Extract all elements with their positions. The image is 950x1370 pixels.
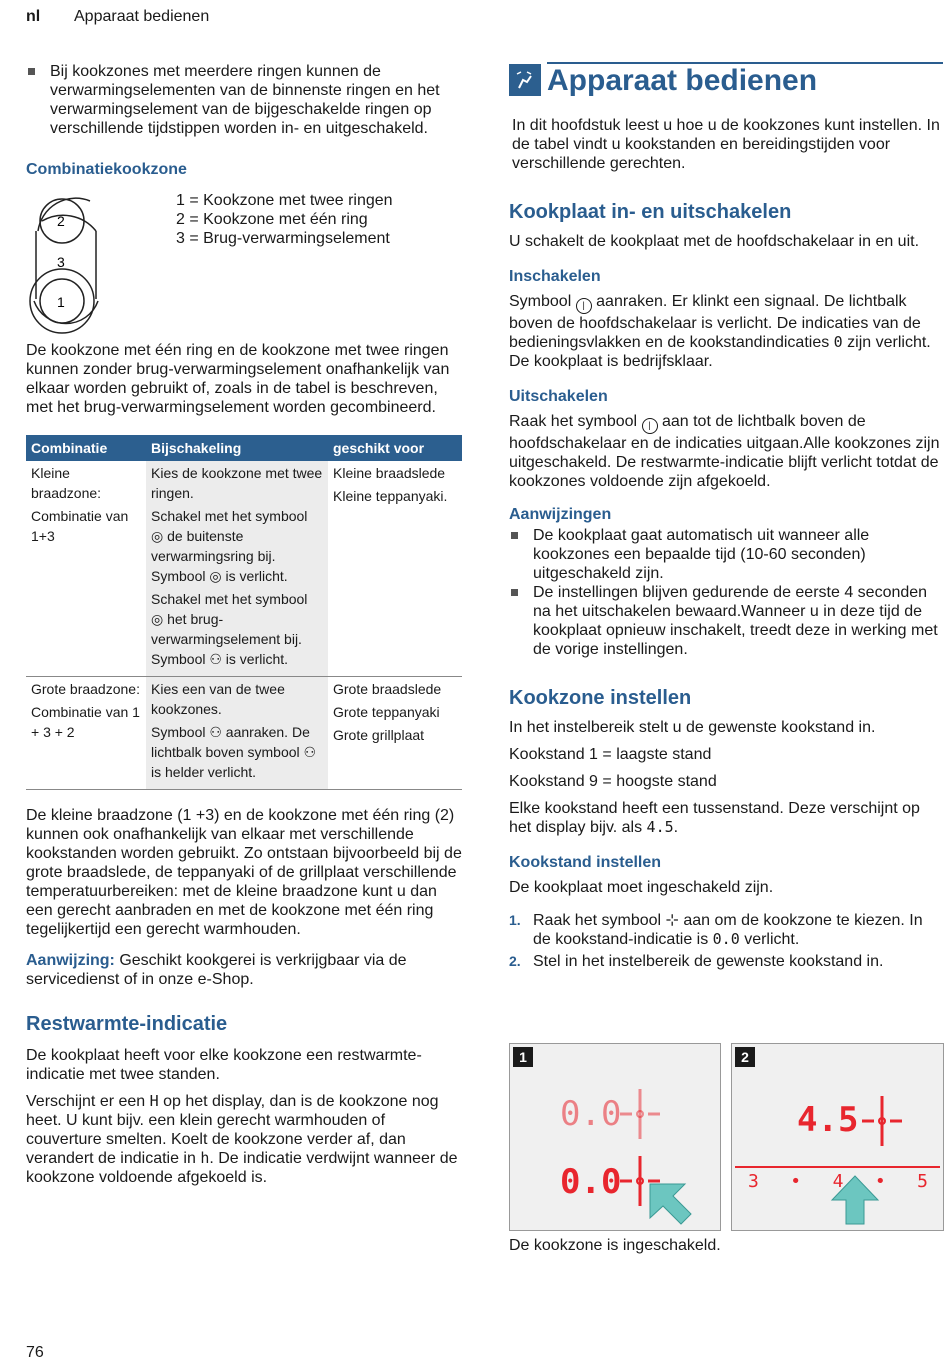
- table-cell: [26, 677, 146, 790]
- legend-item: 2 = Kookzone met één ring: [176, 211, 368, 228]
- onoff-text: U schakelt de kookplaat met de hoofdschakelaar in en uit.: [509, 233, 920, 250]
- power-icon: |: [576, 298, 592, 314]
- zone-select-icon: [862, 1096, 902, 1146]
- zone-p2: Kookstand 1 = laagste stand: [509, 746, 712, 763]
- display-readout: 4.5: [797, 1100, 859, 1140]
- text-run: Symbool: [509, 293, 576, 310]
- cell-text: Combinatie van 1 + 3 + 2: [31, 704, 140, 740]
- zone-p3: Kookstand 9 = hoogste stand: [509, 773, 717, 790]
- cell-text: Grote grillplaat: [333, 727, 425, 743]
- legend-item: 1 = Kookzone met twee ringen: [176, 192, 393, 209]
- switch-off-text: [509, 412, 943, 491]
- text-run: aanraken. Er klinkt een signaal. De lichtbalk boven de hoofdschakelaar is verlicht. De indicaties van de bedieningsvlakken en de kookstandindicaties: [509, 293, 921, 351]
- hand-touch-icon: [509, 64, 541, 96]
- figure-caption: De kookzone is ingeschakeld.: [509, 1237, 721, 1254]
- cell-text: Grote braadzone:: [31, 681, 140, 697]
- figure-panel-2: [731, 1043, 944, 1231]
- text-run: zijn verlicht. De kookplaat is bedrijfsklaar.: [509, 334, 931, 370]
- zone-p1: In het instelbereik stelt u de gewenste kookstand in.: [509, 719, 876, 736]
- text-run: op het display, dan is de kookzone nog heet. U kunt bijv. een klein gerecht warmhouden of couverture smelten. Koelt de kookzone verder af, dan verandert de indicatie in: [26, 1093, 439, 1167]
- cooktop-zones-drawing: [26, 191, 106, 341]
- display-zero-glyph: 0: [833, 333, 843, 351]
- diagram-label-2: 2: [57, 213, 65, 229]
- table-row: [26, 677, 462, 790]
- step-number: 2.: [509, 953, 521, 969]
- cell-text: Symbool ⚇ aanraken. De lichtbalk boven symbool ⚇ is helder verlicht.: [151, 724, 317, 780]
- scale-mark: 3: [748, 1171, 759, 1192]
- switch-on-heading: Inschakelen: [509, 268, 601, 285]
- table-cell: [146, 461, 328, 677]
- cell-text: Kleine braadzone:: [31, 465, 102, 501]
- table-cell: [146, 677, 328, 790]
- step-number: 1.: [509, 912, 521, 928]
- onoff-heading: Kookplaat in- en uitschakelen: [509, 201, 792, 223]
- scale-mark: •: [874, 1171, 886, 1192]
- language-code: nl: [26, 8, 41, 25]
- running-header: Apparaat bedienen: [74, 8, 210, 25]
- arrow-up-icon: [830, 1174, 880, 1226]
- text-run: verlicht.: [739, 931, 800, 948]
- display-readout-bottom: 0.0: [560, 1162, 622, 1202]
- cell-text: Schakel met het symbool ◎ het brug-verwarmingselement bij. Symbool ⚇ is verlicht.: [151, 591, 308, 667]
- combination-paragraph: De kookzone met één ring en de kookzone met twee ringen kunnen zonder brug-verwarmingselement onafhankelijk van elkaar worden gebruikt of, zoals in de tabel is beschreven, met het brug-verwarmingselement worden gecombineerd.: [26, 342, 450, 416]
- text-run: aan tot de lichtbalk boven de hoofdschakelaar en de indicaties uitgaan.Alle kookzones zijn uitgeschakeld. De restwarmte-indicatie blijft verlicht totdat de kookzones voldoende zijn afgekoeld.: [509, 413, 940, 490]
- display-value: 0.0: [712, 930, 740, 948]
- diagram-legend: [176, 191, 393, 248]
- residual-heat-p2: [26, 1092, 462, 1187]
- page-number: 76: [26, 1344, 44, 1361]
- zone-select-icon-top: [620, 1089, 660, 1139]
- legend-item: 3 = Brug-verwarmingselement: [176, 230, 390, 247]
- text-run: aan om de kookzone te kiezen. In de kookstand-indicatie is: [533, 912, 923, 948]
- text-run: Verschijnt er een: [26, 1093, 150, 1110]
- cell-text: Kleine braadslede: [333, 465, 446, 481]
- notes-heading: Aanwijzingen: [509, 506, 612, 523]
- text-run: .: [673, 819, 679, 836]
- note-text: Geschikt kookgerei is verkrijgbaar via de servicedienst of in onze e-Shop.: [26, 952, 407, 988]
- display-H-glyph: H: [149, 1092, 159, 1110]
- zone-select-icon: ⊹: [665, 912, 679, 929]
- page-title: Apparaat bedienen: [547, 62, 943, 98]
- table-cell: [328, 677, 462, 790]
- switch-off-heading: Uitschakelen: [509, 388, 608, 405]
- note-item: De kookplaat gaat automatisch uit wanneer alle kookzones een bepaalde tijd (10-60 seconden) uitgeschakeld zijn.: [509, 526, 943, 583]
- arrow-pointer-icon: [645, 1176, 695, 1226]
- zone-setting-heading: Kookzone instellen: [509, 687, 692, 709]
- set-level-heading: Kookstand instellen: [509, 854, 662, 871]
- text-run: . De indicatie verdwijnt wanneer de kookzone voldoende afgekoeld is.: [26, 1150, 458, 1186]
- display-h-glyph: h: [200, 1149, 210, 1167]
- right-column: [509, 62, 943, 974]
- step-1: [509, 911, 943, 949]
- power-icon: |: [642, 418, 658, 434]
- cell-text: Kleine teppanyaki.: [333, 488, 448, 504]
- scale-mark: •: [790, 1171, 802, 1192]
- table-header: Bijschakeling: [146, 435, 328, 461]
- step-2: [509, 952, 943, 971]
- diagram-label-1: 1: [57, 294, 65, 310]
- display-readout-top: 0.0: [560, 1094, 622, 1134]
- text-run: Raak het symbool: [509, 413, 642, 430]
- text-run: Raak het symbool: [533, 912, 666, 929]
- text-run: Stel in het instelbereik de gewenste kookstand in.: [533, 953, 884, 970]
- diagram-label-3: 3: [57, 254, 65, 270]
- table-row: [26, 461, 462, 677]
- cell-text: Combinatie van 1+3: [31, 508, 129, 544]
- cell-text: Grote braadslede: [333, 681, 442, 697]
- note-paragraph: [26, 951, 462, 989]
- cell-text: Schakel met het symbool ◎ de buitenste verwarmingsring bij. Symbool ◎ is verlicht.: [151, 508, 308, 584]
- table-cell: [26, 461, 146, 677]
- cell-text: Kies een van de twee kookzones.: [151, 681, 285, 717]
- scale-mark: 5: [917, 1171, 928, 1192]
- display-value: 4.5: [646, 818, 674, 836]
- slider-light-bar: [735, 1166, 940, 1168]
- set-level-text: De kookplaat moet ingeschakeld zijn.: [509, 879, 774, 896]
- figure-badge: 2: [735, 1047, 755, 1067]
- residual-heat-heading: Restwarmte-indicatie: [26, 1013, 228, 1035]
- combination-diagram: [26, 191, 462, 341]
- table-header: geschikt voor: [328, 435, 462, 461]
- zones-paragraph: De kleine braadzone (1 +3) en de kookzone met één ring (2) kunnen ook onafhankelijk van elkaar met verschillende kookstanden worden gebruikt. Zo ontstaan bijvoorbeeld bij de grote braadslede, de teppanyaki of de grillplaat verschillende temperatuurbereiken: met de kleine braadzone kunt u dan een gerecht aanbraden en met de kookzone met één ring tegelijkertijd een gerecht warmhouden.: [26, 807, 462, 938]
- note-label: Aanwijzing:: [26, 952, 115, 969]
- intro-bullet: Bij kookzones met meerdere ringen kunnen de verwarmingselementen van de binnenste ringen en het verwarmingselement van de bijgeschakelde ringen op verschillende tijdstippen worden in- en uitgeschakeld.: [26, 62, 462, 138]
- residual-heat-p1: De kookplaat heeft voor elke kookzone een restwarmte-indicatie met twee standen.: [26, 1047, 422, 1083]
- left-column: [26, 62, 462, 1195]
- zone-p4: [509, 799, 943, 837]
- cell-text: Kies de kookzone met twee ringen.: [151, 465, 323, 501]
- chapter-intro: In dit hoofdstuk leest u hoe u de kookzones kunt instellen. In de tabel vindt u kookstanden en bereidingstijden voor verschillende gerechten.: [512, 117, 940, 172]
- text-run: Elke kookstand heeft een tussenstand. Deze verschijnt op het display bijv. als: [509, 800, 920, 836]
- table-header: Combinatie: [26, 435, 146, 461]
- table-cell: [328, 461, 462, 677]
- cell-text: Grote teppanyaki: [333, 704, 440, 720]
- note-item: De instellingen blijven gedurende de eerste 4 seconden na het uitschakelen bewaard.Wanneer u in deze tijd de kookplaat opnieuw inschakelt, treedt deze in werking met de vorige instellingen.: [509, 583, 943, 659]
- combination-table: [26, 435, 462, 790]
- combination-heading: Combinatiekookzone: [26, 161, 187, 178]
- figure-panel-1: [509, 1043, 721, 1231]
- chapter-title: [509, 62, 943, 98]
- figure-badge: 1: [513, 1047, 533, 1067]
- switch-on-text: [509, 292, 943, 371]
- scale-mark: 4: [832, 1171, 844, 1192]
